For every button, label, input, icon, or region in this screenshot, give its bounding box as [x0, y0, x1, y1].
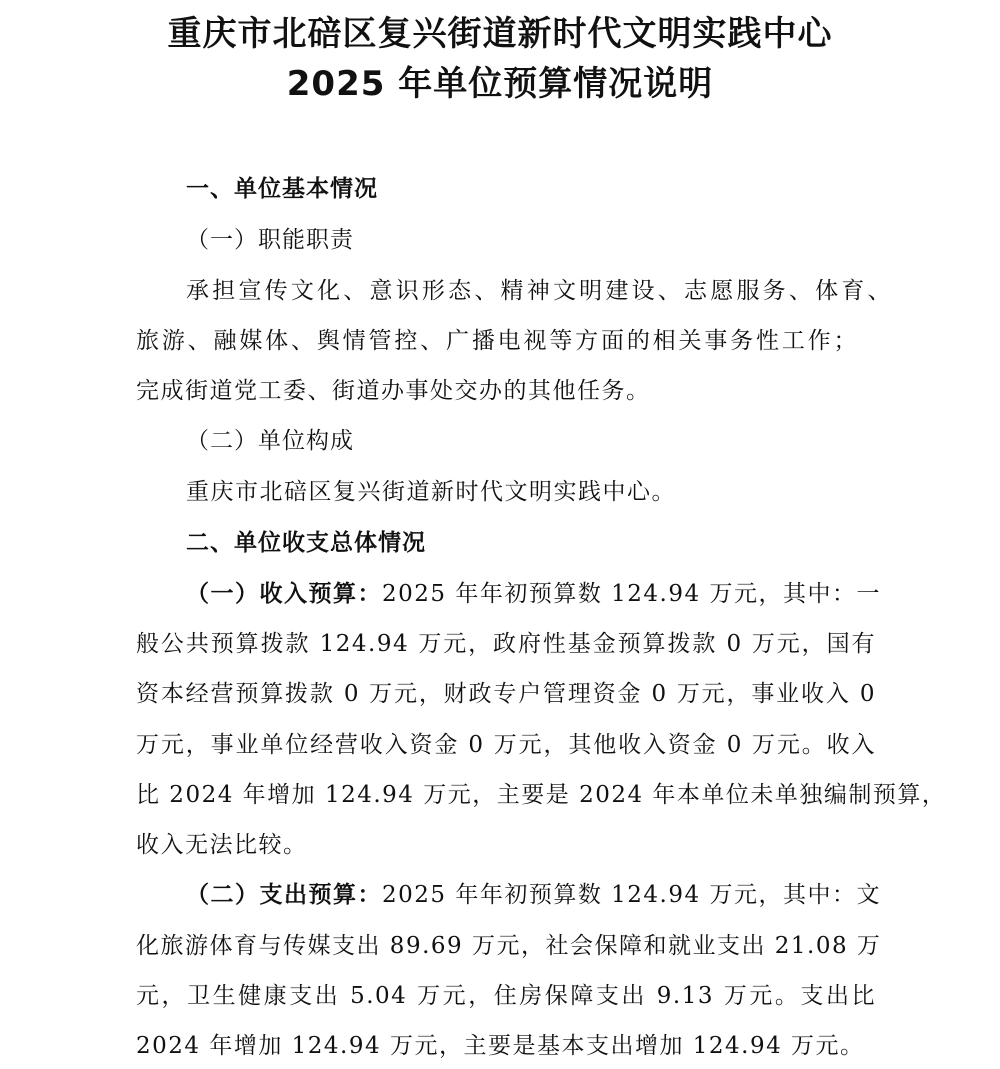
paragraph-line: 承担宣传文化、意识形态、精神文明建设、志愿服务、体育、: [186, 278, 892, 304]
paragraph-line: 2025 年年初预算数 124.94 万元，其中：文: [382, 882, 881, 908]
section-heading-basic-info: 一、单位基本情况: [186, 176, 378, 202]
paragraph-line: 2024 年增加 124.94 万元，主要是基本支出增加 124.94 万元。: [136, 1033, 865, 1059]
paragraph-line: 2025 年年初预算数 124.94 万元，其中：一: [382, 581, 881, 607]
expense-first-line: [186, 876, 881, 909]
expense-label: （二）支出预算：: [186, 882, 382, 908]
paragraph-line: 比 2024 年增加 124.94 万元，主要是 2024 年本单位未单独编制预算，: [136, 782, 947, 808]
paragraph-line: 资本经营预算拨款 0 万元，财政专户管理资金 0 万元，事业收入 0: [136, 681, 876, 707]
paragraph-line: 收入无法比较。: [136, 832, 308, 858]
paragraph-line: 般公共预算拨款 124.94 万元，政府性基金预算拨款 0 万元，国有: [136, 631, 876, 657]
paragraph-line: 重庆市北碚区复兴街道新时代文明实践中心。: [186, 479, 676, 505]
subsection-heading-composition: （二）单位构成: [186, 428, 354, 454]
section-heading-budget-overview: 二、单位收支总体情况: [186, 530, 426, 556]
income-label: （一）收入预算：: [186, 581, 382, 607]
document-title-line1: 重庆市北碚区复兴街道新时代文明实践中心: [167, 14, 833, 54]
paragraph-line: 万元，事业单位经营收入资金 0 万元，其他收入资金 0 万元。收入: [136, 732, 876, 758]
subsection-heading-functions: （一）职能职责: [186, 227, 354, 253]
paragraph-line: 完成街道党工委、街道办事处交办的其他任务。: [136, 378, 651, 404]
paragraph-line: 元，卫生健康支出 5.04 万元，住房保障支出 9.13 万元。支出比: [136, 983, 876, 1009]
paragraph-line: 化旅游体育与传媒支出 89.69 万元，社会保障和就业支出 21.08 万: [136, 933, 882, 959]
income-first-line: [186, 575, 881, 608]
paragraph-line: 旅游、融媒体、舆情管控、广播电视等方面的相关事务性工作；: [136, 328, 858, 354]
document-title-line2: 2025 年单位预算情况说明: [286, 64, 714, 104]
